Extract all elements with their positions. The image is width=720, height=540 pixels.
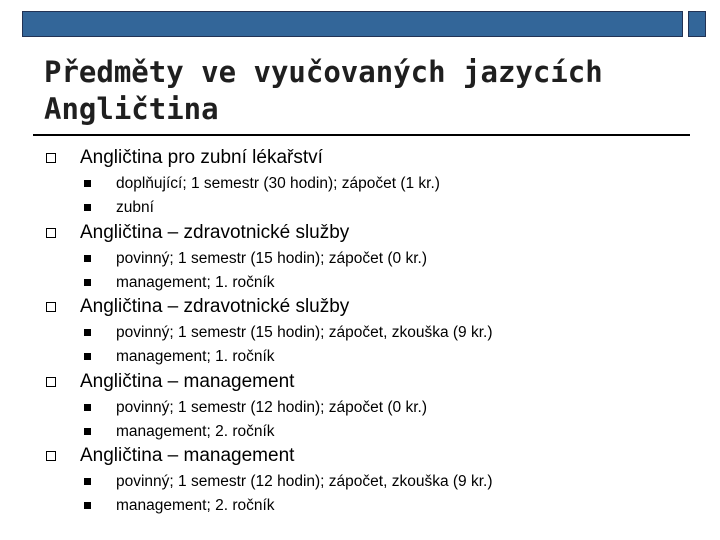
section-heading: Angličtina – management: [80, 445, 295, 466]
section-item: povinný; 1 semestr (15 hodin); zápočet (0 kr.): [116, 250, 428, 267]
section-item: povinný; 1 semestr (12 hodin); zápočet, zkouška (9 kr.): [116, 473, 493, 490]
slide-title-line-1: Předměty ve vyučovaných jazycích: [44, 55, 603, 89]
filled-square-bullet-icon: [84, 353, 91, 360]
section-item: management; 1. ročník: [116, 348, 275, 365]
filled-square-bullet-icon: [84, 502, 91, 509]
section-item: doplňující; 1 semestr (30 hodin); zápočet (1 kr.): [116, 175, 440, 192]
slide-title-line-2: Angličtina: [44, 92, 219, 126]
hollow-square-bullet-icon: [46, 377, 56, 387]
section-item: zubní: [116, 199, 154, 216]
section-item: management; 2. ročník: [116, 497, 275, 514]
section-item: management; 1. ročník: [116, 274, 275, 291]
filled-square-bullet-icon: [84, 255, 91, 262]
section-item: povinný; 1 semestr (12 hodin); zápočet (0 kr.): [116, 399, 428, 416]
filled-square-bullet-icon: [84, 180, 91, 187]
hollow-square-bullet-icon: [46, 228, 56, 238]
section-item: povinný; 1 semestr (15 hodin); zápočet, zkouška (9 kr.): [116, 324, 493, 341]
hollow-square-bullet-icon: [46, 153, 56, 163]
section-item: management; 2. ročník: [116, 423, 275, 440]
section-heading: Angličtina pro zubní lékařství: [80, 147, 323, 168]
section-heading: Angličtina – management: [80, 371, 295, 392]
hollow-square-bullet-icon: [46, 302, 56, 312]
filled-square-bullet-icon: [84, 204, 91, 211]
filled-square-bullet-icon: [84, 329, 91, 336]
hollow-square-bullet-icon: [46, 451, 56, 461]
filled-square-bullet-icon: [84, 279, 91, 286]
section-heading: Angličtina – zdravotnické služby: [80, 296, 350, 317]
filled-square-bullet-icon: [84, 404, 91, 411]
filled-square-bullet-icon: [84, 478, 91, 485]
section-heading: Angličtina – zdravotnické služby: [80, 222, 350, 243]
filled-square-bullet-icon: [84, 428, 91, 435]
